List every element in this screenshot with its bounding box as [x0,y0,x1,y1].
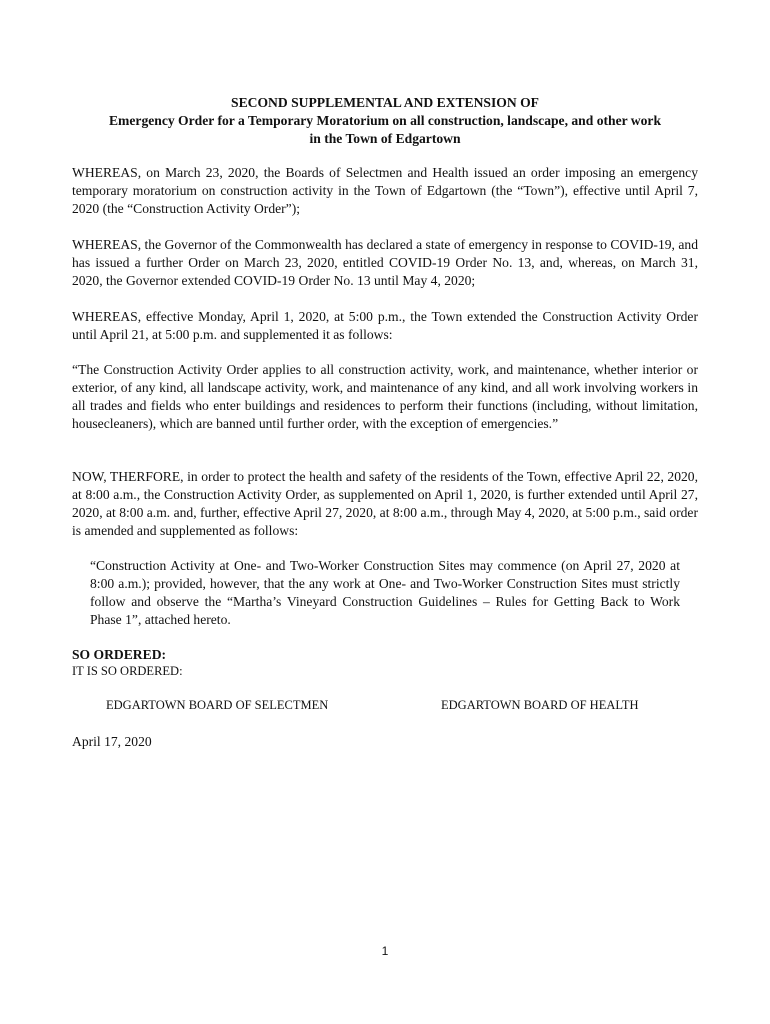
document-title [60,94,710,148]
title-line-3: in the Town of Edgartown [309,131,461,146]
document-date: April 17, 2020 [72,734,152,749]
paragraph-quoted-order: “The Construction Activity Order applies to all construction activity, work, and maintenance, whether interior or exterior, of any kind, all landscape activity, work, and maintenance of any kind, and all work involving workers in all trades and fields who enter buildings and residences to perform their functions (including, without limitation, housecleaners), which are banned until further order, with the exception of emergencies.” [72,362,698,431]
page-number: 1 [381,944,389,958]
paragraph-now-therefore: NOW, THERFORE, in order to protect the health and safety of the residents of the Town, effective April 22, 2020, at 8:00 a.m., the Construction Activity Order, as supplemented on April 1, 2020, is further extended until April 27, 2020, at 8:00 a.m. and, further, effective April 27, 2020, at 8:00 a.m., through May 4, 2020, at 5:00 p.m., said order is amended and supplemented as follows: [72,469,698,538]
so-ordered-heading: SO ORDERED: [72,647,167,662]
paragraph-quoted-amendment: “Construction Activity at One- and Two-Worker Construction Sites may commence (on April 27, 2020 at 8:00 a.m.); provided, however, that the any work at One- and Two-Worker Construction Sites must strictly follow and observe the “Martha’s Vineyard Construction Guidelines – Rules for Getting Back to Work Phase 1”, attached hereto. [90,558,680,627]
paragraph-whereas-3: WHEREAS, effective Monday, April 1, 2020, at 5:00 p.m., the Town extended the Construction Activity Order until April 21, at 5:00 p.m. and supplemented it as follows: [72,309,698,342]
paragraph-whereas-1: WHEREAS, on March 23, 2020, the Boards of Selectmen and Health issued an order imposing an emergency temporary moratorium on construction activity in the Town of Edgartown (the “Town”), effective until April 7, 2020 (the “Construction Activity Order”); [72,165,698,216]
signatory-selectmen: EDGARTOWN BOARD OF SELECTMEN [106,698,329,712]
signatory-health: EDGARTOWN BOARD OF HEALTH [441,698,639,712]
title-line-1: SECOND SUPPLEMENTAL AND EXTENSION OF [231,95,539,110]
it-is-so-ordered: IT IS SO ORDERED: [72,664,183,678]
title-line-2: Emergency Order for a Temporary Moratorium on all construction, landscape, and other work [108,113,662,128]
paragraph-whereas-2: WHEREAS, the Governor of the Commonwealth has declared a state of emergency in response to COVID-19, and has issued a further Order on March 23, 2020, entitled COVID-19 Order No. 13, and, whereas, on March 31, 2020, the Governor extended COVID-19 Order No. 13 until May 4, 2020; [72,237,698,288]
